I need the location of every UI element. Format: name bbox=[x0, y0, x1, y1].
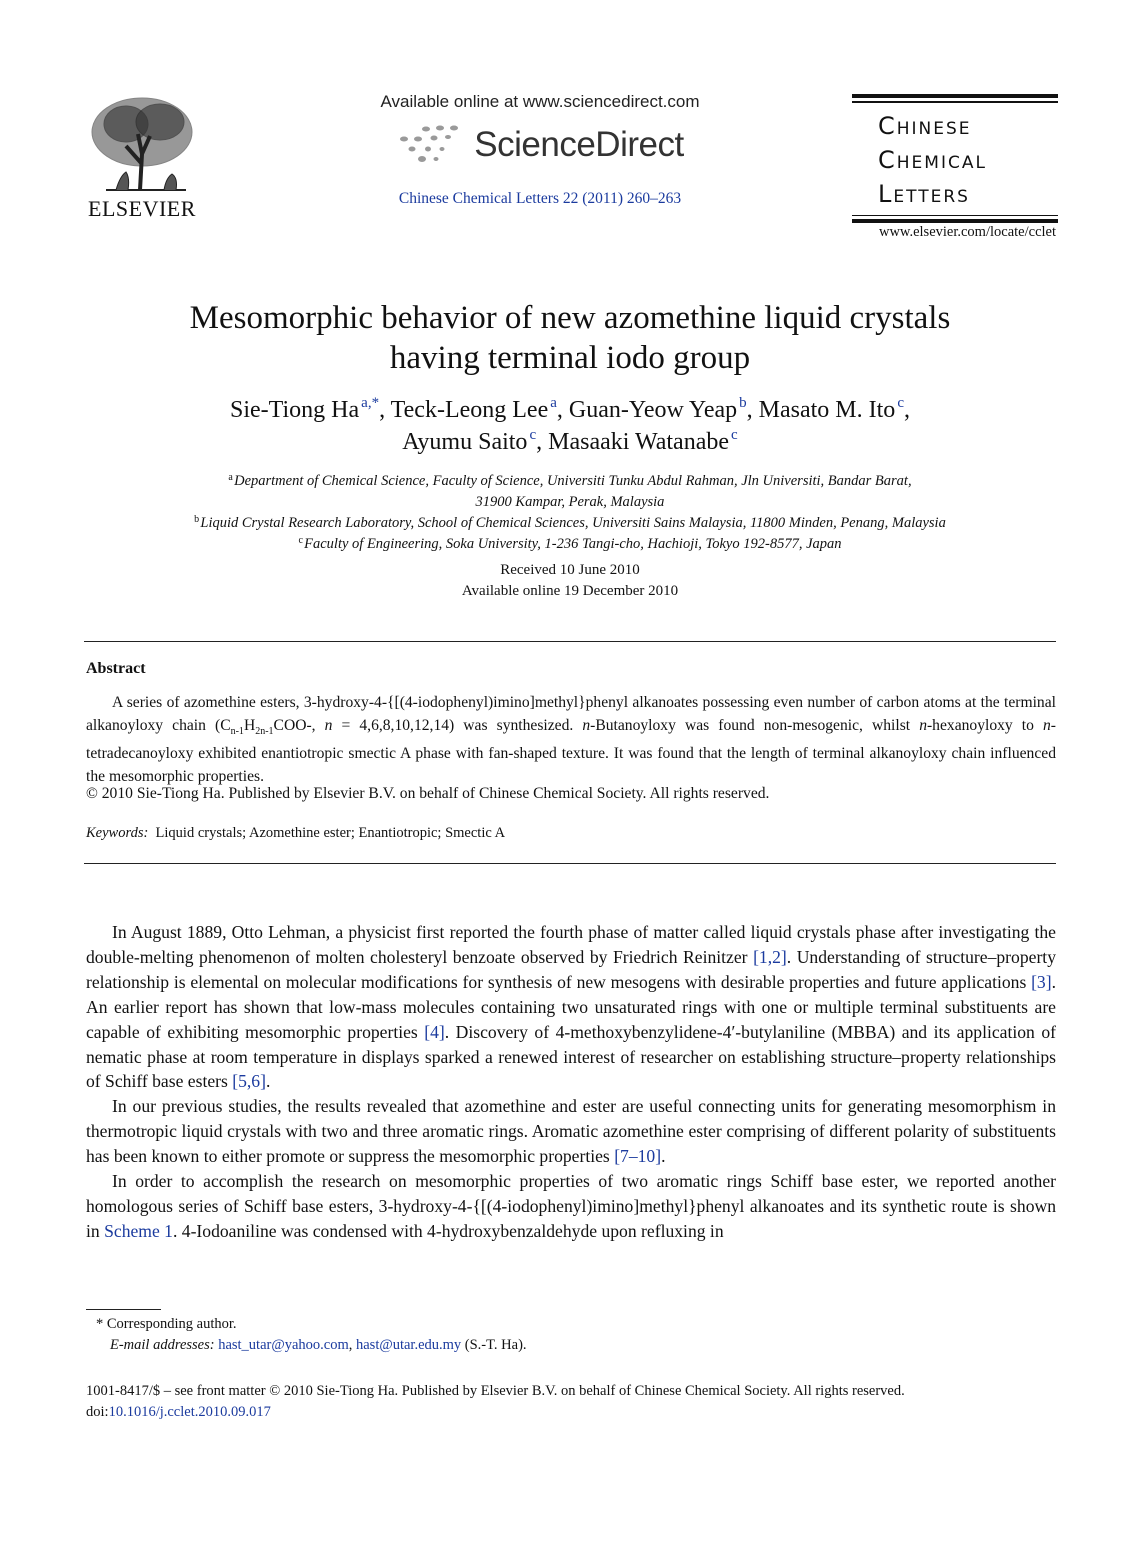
article-title-line: Mesomorphic behavior of new azomethine liquid crystals bbox=[189, 300, 951, 336]
affiliation-mark: c bbox=[298, 535, 303, 546]
body-text-run: . An earlier report has shown that low-mass molecules containing two unsaturated rings with one or multiple terminal substituents are capable of exhibiting mesomorphic properties bbox=[86, 971, 1056, 1042]
citation-link[interactable]: [4] bbox=[424, 1021, 445, 1042]
author-line bbox=[84, 394, 1056, 426]
front-matter-info bbox=[86, 1381, 1056, 1423]
abstract-text: -tetradecanoyloxy exhibited enantiotropic smectic A phase with fan-shaped texture. It was found that the length of terminal alkanoyloxy chain influenced the mesomorphic properties. bbox=[86, 716, 1056, 785]
body-text-run: . bbox=[265, 1071, 271, 1092]
abstract-text: = 4,6,8,10,12,14) was synthesized. bbox=[332, 716, 583, 734]
doi-label: doi: bbox=[86, 1404, 109, 1420]
abstract-italic: n bbox=[1043, 716, 1051, 734]
abstract-text: A series of azomethine esters, 3-hydroxy-4-{[(4-iodophenyl)imino]methyl}phenyl alkanoates possessing even number of carbon atoms at the terminal alkanoyloxy chain (C bbox=[86, 694, 1056, 734]
affiliation-text: Liquid Crystal Research Laboratory, School of Chemical Sciences, Universiti Sains Malaysia, 11800 Minden, Penang, Malaysia bbox=[200, 515, 946, 531]
journal-citation-link[interactable]: Chinese Chemical Letters 22 (2011) 260–263 bbox=[398, 190, 682, 207]
body-text-run: . 4-Iodoaniline was condensed with 4-hydroxybenzaldehyde upon refluxing in bbox=[172, 1220, 724, 1241]
citation-link[interactable]: [5,6] bbox=[232, 1071, 266, 1092]
author-affiliation-mark[interactable]: b bbox=[739, 395, 747, 411]
author-name: Masaaki Watanabe bbox=[548, 429, 730, 455]
journal-logo-title bbox=[852, 103, 1058, 215]
email-link[interactable]: hast@utar.edu.my bbox=[355, 1337, 462, 1353]
author-separator: , bbox=[536, 429, 549, 455]
doi-line bbox=[86, 1402, 1056, 1423]
affiliation-text: Department of Chemical Science, Faculty of Science, Universiti Tunku Abdul Rahman, Jln Universiti, Bandar Barat, bbox=[234, 473, 912, 489]
journal-logo-rule-top bbox=[852, 94, 1058, 98]
email-link[interactable]: hast_utar@yahoo.com bbox=[218, 1337, 349, 1353]
footnote bbox=[86, 1314, 1056, 1356]
abstract-heading: Abstract bbox=[86, 660, 146, 677]
journal-logo-line: Letters bbox=[878, 179, 970, 208]
email-note bbox=[86, 1335, 1056, 1356]
article-title-line: having terminal iodo group bbox=[389, 340, 751, 376]
email-separator: , bbox=[348, 1337, 356, 1353]
doi-link[interactable]: 10.1016/j.cclet.2010.09.017 bbox=[108, 1404, 271, 1420]
abstract-subscript: 2n-1 bbox=[255, 725, 274, 737]
journal-logo-rule-bottom-thin bbox=[852, 215, 1058, 217]
author-separator: , bbox=[379, 397, 391, 423]
abstract-text: -hexanoyloxy to bbox=[926, 716, 1043, 734]
available-online-date: Available online 19 December 2010 bbox=[461, 583, 679, 599]
author-name: Guan-Yeow Yeap bbox=[568, 397, 738, 423]
body-paragraph bbox=[86, 1094, 1056, 1169]
affiliation-a bbox=[84, 471, 1056, 492]
journal-logo-line: Chemical bbox=[878, 145, 987, 174]
abstract-text: COO-, bbox=[273, 716, 325, 734]
author-line bbox=[84, 426, 1056, 458]
abstract-italic: n bbox=[582, 716, 591, 734]
author-affiliation-mark[interactable]: a bbox=[550, 395, 557, 411]
body-text-run: . Understanding of structure–property relationship is elemental on molecular modifications for synthesis of new mesogens with desirable properties and future applications bbox=[86, 946, 1056, 992]
affiliation-c bbox=[84, 534, 1056, 555]
keywords-label: Keywords: bbox=[86, 825, 149, 841]
divider bbox=[84, 863, 1056, 864]
sciencedirect-header bbox=[330, 92, 750, 208]
citation-link[interactable]: [3] bbox=[1031, 971, 1052, 992]
author-separator: , bbox=[556, 397, 569, 423]
body-text-run: . Discovery of 4-methoxybenzylidene-4′-butylaniline (MBBA) and its application of nematic phase at room temperature in displays sparked a renewed interest of researcher on establishing structure–property relationships of Schiff base esters bbox=[86, 1021, 1056, 1092]
abstract-text: H bbox=[243, 716, 256, 734]
abstract-text: -Butanoyloxy was found non-mesogenic, whilst bbox=[590, 716, 920, 734]
affiliation-mark: b bbox=[194, 514, 200, 525]
author-affiliation-mark[interactable]: c bbox=[731, 427, 738, 443]
author-separator: , bbox=[746, 397, 759, 423]
author-affiliation-mark[interactable]: c bbox=[529, 427, 537, 443]
keywords bbox=[86, 825, 1056, 842]
author-name: Sie-Tiong Ha bbox=[230, 397, 360, 423]
author-name: Masato M. Ito bbox=[758, 397, 896, 423]
issn-line: 1001-8417/$ – see front matter © 2010 Sie-Tiong Ha. Published by Elsevier B.V. on behalf of Chinese Chemical Society. All rights reserved. bbox=[86, 1383, 905, 1399]
affiliation-text: Faculty of Engineering, Soka University, 1-236 Tangi-cho, Hachioji, Tokyo 192-8577, Japan bbox=[304, 536, 842, 552]
sciencedirect-dots-icon bbox=[396, 123, 468, 167]
body-paragraph bbox=[86, 1169, 1056, 1244]
corresponding-author-note: * Corresponding author. bbox=[96, 1316, 237, 1332]
journal-logo-rule-bottom bbox=[852, 219, 1058, 223]
elsevier-logo bbox=[84, 94, 200, 222]
citation-link[interactable]: [1,2] bbox=[753, 946, 787, 967]
body-text-run: In our previous studies, the results revealed that azomethine and ester are useful connecting units for generating mesomorphism in thermotropic liquid crystals with two and three aromatic rings. Aromatic azomethine ester comprising of different polarity of substituents has been known to either promote or suppress the mesomorphic properties bbox=[86, 1096, 1056, 1167]
divider bbox=[84, 641, 1056, 642]
body-text-run: . bbox=[661, 1146, 666, 1167]
abstract-body bbox=[86, 692, 1056, 788]
sciencedirect-logo[interactable] bbox=[330, 120, 750, 170]
author-name: Teck-Leong Lee bbox=[390, 397, 549, 423]
citation-link[interactable]: [7–10] bbox=[614, 1146, 662, 1167]
author-separator: , bbox=[904, 397, 910, 423]
affiliation-mark: a bbox=[228, 472, 233, 483]
scheme-link[interactable]: Scheme 1 bbox=[104, 1220, 173, 1241]
article-title bbox=[84, 298, 1056, 378]
sciencedirect-wordmark: ScienceDirect bbox=[474, 125, 684, 164]
affiliation-list bbox=[84, 471, 1056, 555]
affiliation-a-cont: 31900 Kampar, Perak, Malaysia bbox=[475, 494, 665, 510]
elsevier-tree-icon bbox=[86, 94, 198, 194]
abstract-italic: n bbox=[324, 716, 333, 734]
journal-url[interactable]: www.elsevier.com/locate/cclet bbox=[878, 224, 1056, 240]
body-text-run: In August 1889, Otto Lehman, a physicist first reported the fourth phase of matter called liquid crystals phase after investigating the double-melting phenomenon of molten cholesteryl benzoate observed by Friedrich Reinitzer bbox=[86, 922, 1056, 967]
email-label: E-mail addresses: bbox=[110, 1337, 215, 1353]
journal-logo-line: Chinese bbox=[878, 111, 972, 140]
abstract-subscript: n-1 bbox=[230, 725, 244, 737]
body-text bbox=[86, 920, 1056, 1244]
journal-logo bbox=[852, 94, 1058, 223]
article-dates bbox=[84, 560, 1056, 602]
received-date: Received 10 June 2010 bbox=[500, 562, 640, 578]
author-name: Ayumu Saito bbox=[402, 429, 528, 455]
abstract-paragraph bbox=[86, 692, 1056, 788]
abstract-italic: n bbox=[919, 716, 927, 734]
footnote-rule bbox=[86, 1309, 161, 1310]
author-list bbox=[84, 394, 1056, 458]
author-affiliation-mark[interactable]: a,* bbox=[361, 395, 380, 411]
affiliation-b bbox=[84, 513, 1056, 534]
body-paragraph bbox=[86, 920, 1056, 1094]
author-affiliation-mark[interactable]: c bbox=[897, 395, 904, 411]
abstract-copyright: © 2010 Sie-Tiong Ha. Published by Elsevier B.V. on behalf of Chinese Chemical Society. All rights reserved. bbox=[86, 785, 770, 802]
body-text-run: In order to accomplish the research on mesomorphic properties of two aromatic rings Schiff base ester, we reported another homologous series of Schiff base esters, 3-hydroxy-4-{[(4-iodophenyl)imino]methyl}phenyl alkanoates and its synthetic route is shown in bbox=[86, 1171, 1056, 1241]
keywords-text: Liquid crystals; Azomethine ester; Enantiotropic; Smectic A bbox=[155, 825, 506, 841]
available-online-line: Available online at www.sciencedirect.com bbox=[380, 92, 700, 111]
elsevier-wordmark: ELSEVIER bbox=[88, 196, 196, 221]
email-owner: (S.-T. Ha). bbox=[461, 1337, 527, 1353]
